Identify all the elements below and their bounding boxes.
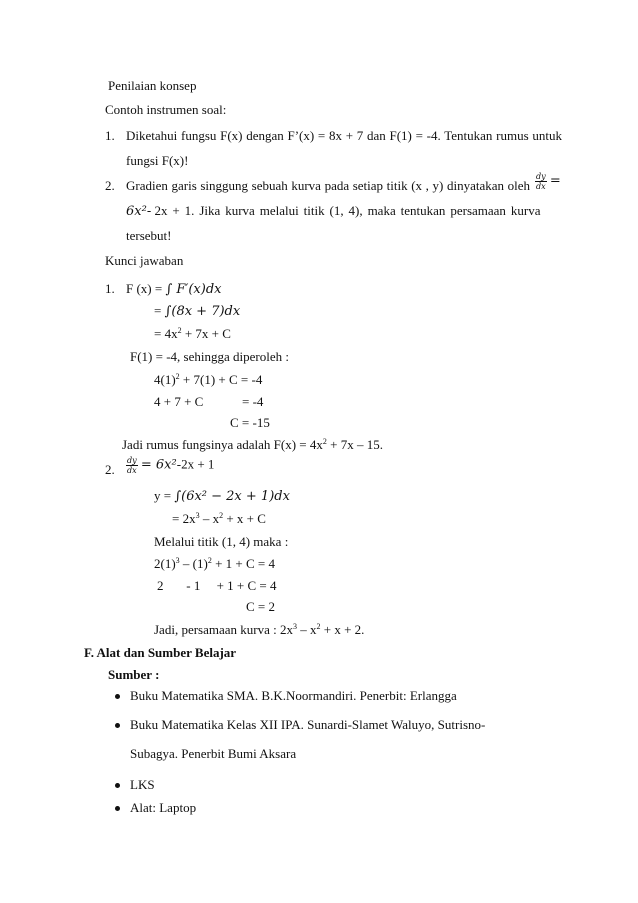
answer-1-step-1-eq: = <box>154 303 165 318</box>
answer-1-calc-1 <box>154 372 262 388</box>
answer-1-integral: ∫ F′(x)dx <box>165 282 222 297</box>
answer-2-sub-2: 2 - 1 + 1 + C = 4 <box>157 578 277 593</box>
text-part: – x <box>199 511 220 526</box>
question-1-line-1: Diketahui fungsu F(x) dengan F’(x) = 8x + 7 dan F(1) = -4. Tentukan rumus untuk <box>126 128 562 143</box>
answer-2-sub-3: C = 2 <box>246 599 276 614</box>
superscript: 3 <box>195 511 200 520</box>
answer-2-equation <box>126 456 214 475</box>
bullet-icon <box>115 806 120 811</box>
text-part: Jadi rumus fungsinya adalah F(x) = 4x <box>122 437 323 452</box>
answer-1-conclusion <box>122 437 383 453</box>
answer-1-integral-line <box>126 281 222 298</box>
sources-label: Sumber : <box>108 667 160 682</box>
text-part: = 4x <box>154 326 178 341</box>
source-item-3: LKS <box>130 777 155 792</box>
text-part: Jadi, persamaan kurva : 2x <box>154 622 293 637</box>
answer-1-calc-2-right: = -4 <box>242 394 264 409</box>
question-2-derivative <box>535 172 561 191</box>
equals-sign: = <box>549 173 561 189</box>
superscript: 2 <box>177 326 182 335</box>
question-1-line-2: fungsi F(x)! <box>126 153 189 168</box>
text-part: + 7x – 15. <box>326 437 383 452</box>
question-1-number: 1. <box>105 128 115 143</box>
answer-2-number: 2. <box>105 462 115 477</box>
text-part: + 7(1) + C = -4 <box>179 372 263 387</box>
answer-2-result <box>172 511 266 527</box>
source-item-4: Alat: Laptop <box>130 800 197 815</box>
source-item-2-continued: Subagya. Penerbit Bumi Aksara <box>130 746 297 761</box>
superscript: 2 <box>175 372 180 381</box>
answer-key-heading: Kunci jawaban <box>105 253 184 268</box>
question-2-line-2 <box>126 203 562 220</box>
answer-1-condition: F(1) = -4, sehingga diperoleh : <box>130 349 289 364</box>
bullet-icon <box>115 783 120 788</box>
answer-1-step-2 <box>154 326 231 342</box>
answer-2-eq-math: = 6x² <box>140 457 177 473</box>
answer-2-eq-rest: -2x + 1 <box>176 456 215 472</box>
question-2-expression: 6x²- <box>126 204 152 219</box>
assessment-intro: Contoh instrumen soal: <box>105 102 227 117</box>
text-part: + x + 2. <box>320 622 365 637</box>
text-part: + x + C <box>223 511 266 526</box>
dy-dx-fraction <box>126 456 138 475</box>
answer-1-step-1-math: ∫(8x + 7)dx <box>164 304 241 319</box>
question-2-number: 2. <box>105 178 115 193</box>
superscript: 2 <box>322 437 327 446</box>
fraction-numerator: dy <box>536 172 546 181</box>
text-part: – (1) <box>179 556 208 571</box>
text-part: + 1 + C = 4 <box>211 556 276 571</box>
text-part: – x <box>296 622 317 637</box>
text-part: + 7x + C <box>181 326 231 341</box>
question-2-line-3: tersebut! <box>126 228 172 243</box>
text-part: 2(1) <box>154 556 176 571</box>
superscript: 2 <box>219 511 224 520</box>
answer-1-lhs: F (x) = <box>126 281 166 296</box>
answer-1-number: 1. <box>105 281 115 296</box>
question-2-line-2-text: 2x + 1. Jika kurva melalui titik (1, 4), maka tentukan persamaan kurva <box>154 203 541 218</box>
answer-2-y-line <box>154 488 290 505</box>
bullet-icon <box>115 694 120 699</box>
superscript: 3 <box>175 556 180 565</box>
fraction-numerator: dy <box>127 456 137 465</box>
fraction-denominator: dx <box>127 466 137 475</box>
answer-1-step-1 <box>154 303 240 320</box>
superscript: 2 <box>316 622 321 631</box>
section-f-heading: F. Alat dan Sumber Belajar <box>84 645 237 660</box>
source-item-1: Buku Matematika SMA. B.K.Noormandiri. Penerbit: Erlangga <box>130 688 457 703</box>
source-item-2: Buku Matematika Kelas XII IPA. Sunardi-Slamet Waluyo, Sutrisno- <box>130 717 486 732</box>
answer-2-through: Melalui titik (1, 4) maka : <box>154 534 289 549</box>
answer-1-calc-2-left: 4 + 7 + C <box>154 394 204 409</box>
bullet-icon <box>115 723 120 728</box>
text-part: = 2x <box>172 511 196 526</box>
answer-2-y-lhs: y = <box>154 488 175 503</box>
assessment-heading: Penilaian konsep <box>108 78 197 93</box>
fraction-denominator: dx <box>536 182 546 191</box>
answer-1-calc-3: C = -15 <box>230 415 270 430</box>
answer-2-final <box>154 622 364 638</box>
superscript: 3 <box>292 622 297 631</box>
question-2-line-1: Gradien garis singgung sebuah kurva pada setiap titik (x , y) dinyatakan oleh <box>126 178 530 193</box>
dy-dx-fraction <box>535 172 547 191</box>
superscript: 2 <box>207 556 212 565</box>
answer-2-sub-1 <box>154 556 275 572</box>
answer-2-y-integral: ∫(6x² − 2x + 1)dx <box>174 489 290 504</box>
text-part: 4(1) <box>154 372 176 387</box>
